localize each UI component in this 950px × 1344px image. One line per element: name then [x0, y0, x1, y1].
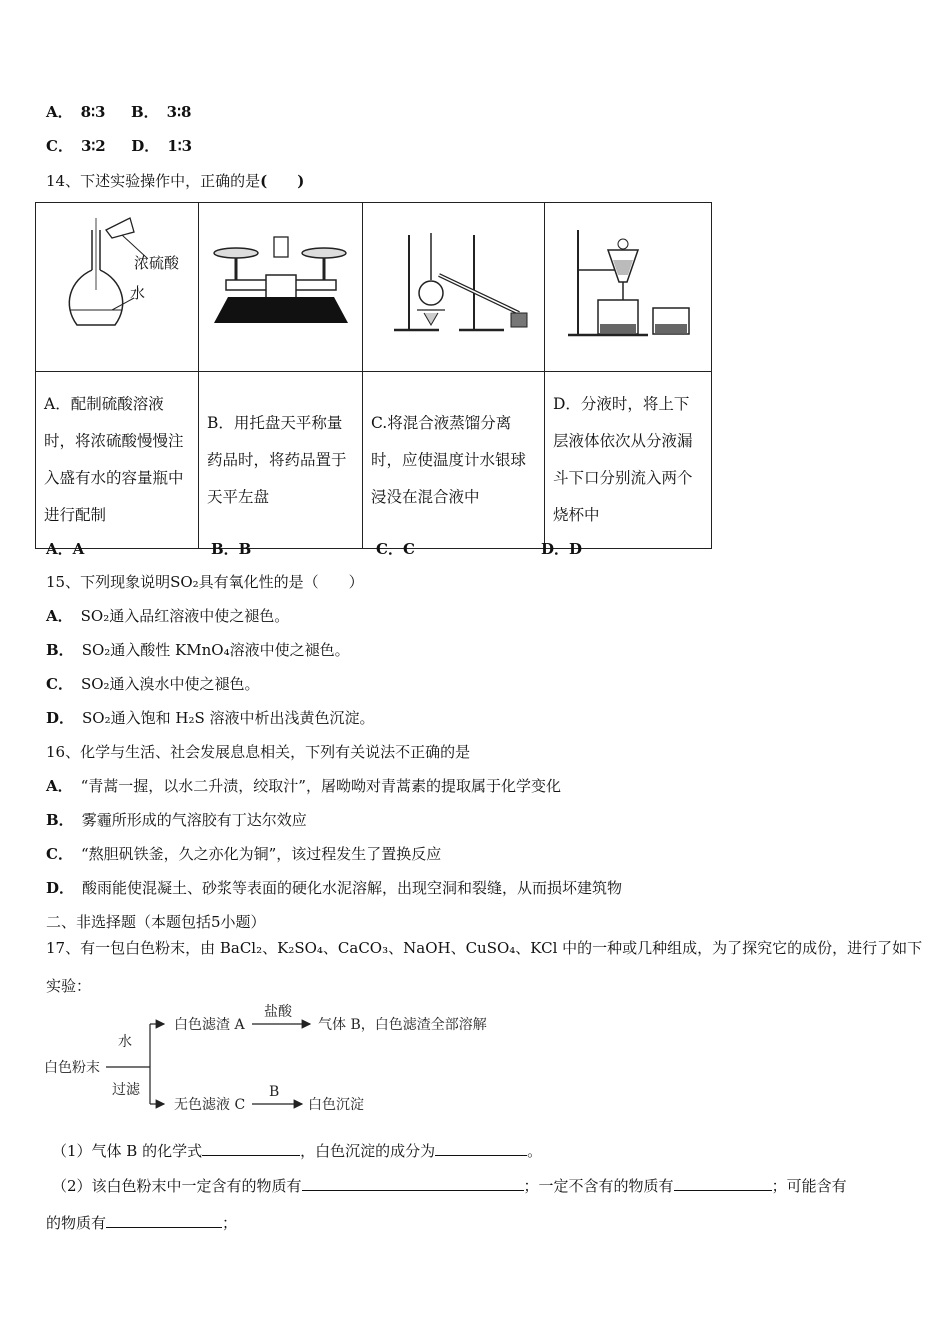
q14-stem-text: 14、下述实验操作中，正确的是 — [46, 172, 261, 190]
q14-experiment-table — [35, 202, 712, 549]
q15-option-a — [46, 606, 289, 626]
q17-sub2-blank2[interactable] — [674, 1176, 772, 1191]
q13-option-a-text: 8∶3 — [80, 103, 106, 121]
distillation-figure — [369, 225, 539, 345]
q16-option-d-text: 酸雨能使混凝土、砂浆等表面的硬化水泥溶解，出现空洞和裂缝，从而损坏建筑物 — [82, 879, 623, 897]
q16-stem: 16、化学与生活、社会发展息息相关，下列有关说法不正确的是 — [46, 743, 471, 761]
q15-option-b — [46, 640, 350, 660]
q13-option-c-text: 3∶2 — [80, 137, 106, 155]
q14-answer-a: A．A — [46, 540, 85, 558]
q15-stem: 15、下列现象说明SO₂具有氧化性的是（ ） — [46, 573, 364, 591]
q15-option-b-text: SO₂通入酸性 KMnO₄溶液中使之褪色。 — [81, 641, 350, 659]
q14-cell-b: B．用托盘天平称量药品时，将药品置于天平左盘 — [199, 372, 363, 549]
q17-sub2-b: ；一定不含有的物质有 — [523, 1177, 674, 1195]
flow-start: 白色粉末 — [44, 1060, 100, 1076]
q17-flow-diagram — [40, 1000, 520, 1125]
balance-figure — [206, 225, 356, 345]
q17-sub1-a: （1）气体 B 的化学式 — [52, 1142, 203, 1160]
q13-options-row2 — [46, 136, 192, 156]
q14-stem — [46, 171, 304, 191]
q17-sub2-d: 的物质有 — [46, 1214, 107, 1232]
q17-sub2-a: （2）该白色粉末中一定含有的物质有 — [52, 1177, 302, 1195]
q17-sub2 — [52, 1176, 847, 1196]
q13-options-row1 — [46, 102, 191, 122]
q14-answer-d: D．D — [541, 540, 583, 558]
label-concentrated-acid: 浓硫酸 — [134, 254, 180, 272]
q15-option-b-label: B． — [46, 641, 74, 659]
q16-option-d — [46, 878, 622, 898]
q13-option-b-text: 3∶8 — [166, 103, 192, 121]
q14-cell-c: C.将混合液蒸馏分离时，应使温度计水银球浸没在混合液中 — [363, 372, 545, 549]
flow-water: 水 — [118, 1034, 132, 1050]
section2-title: 二、非选择题（本题包括5小题） — [46, 913, 266, 931]
flow-filtrate-result: 白色沉淀 — [308, 1097, 364, 1113]
q16-option-b-text: 雾霾所形成的气溶胶有丁达尔效应 — [81, 811, 307, 829]
q17-sub2-blank1[interactable] — [302, 1176, 524, 1191]
q14-paren: ( ) — [260, 172, 305, 190]
q13-option-d-text: 1∶3 — [167, 137, 193, 155]
q13-option-a-label: A． — [46, 103, 73, 121]
q13-option-b-label: B． — [130, 103, 159, 121]
q16-option-b-label: B． — [46, 811, 74, 829]
flow-residue-result: 气体 B，白色滤渣全部溶解 — [318, 1017, 487, 1033]
q13-option-d-label: D． — [131, 137, 160, 155]
q17-sub1-b: ，白色沉淀的成分为 — [300, 1142, 436, 1160]
q17-sub1-blank1[interactable] — [202, 1141, 300, 1156]
separatory-funnel-figure — [553, 220, 703, 350]
q13-option-c-label: C． — [46, 137, 73, 155]
q14-cell-a: A．配制硫酸溶液时，将浓硫酸慢慢注入盛有水的容量瓶中进行配制 — [36, 372, 199, 549]
volumetric-flask-figure — [42, 210, 192, 360]
q14-answer-c: C．C — [376, 540, 415, 558]
q16-option-a-text: “青蒿一握，以水二升渍，绞取汁”，屠呦呦对青蒿素的提取属于化学变化 — [80, 777, 561, 795]
q14-figure-a — [36, 203, 199, 372]
q15-option-d — [46, 708, 375, 728]
q14-cell-d: D．分液时，将上下层液体依次从分液漏斗下口分别流入两个烧杯中 — [545, 372, 712, 549]
q17-sub1-c: 。 — [527, 1142, 543, 1160]
q14-figure-d — [545, 203, 712, 372]
flow-acid: 盐酸 — [264, 1004, 292, 1020]
q16-option-d-label: D． — [46, 879, 75, 897]
q16-option-c-text: “熬胆矾铁釜，久之亦化为铜”，该过程发生了置换反应 — [80, 845, 442, 863]
q17-stem-line2: 实验： — [46, 977, 92, 995]
q14-figure-b — [199, 203, 363, 372]
q15-option-c-label: C． — [46, 675, 73, 693]
q17-stem-line1: 17、有一包白色粉末，由 BaCl₂、K₂SO₄、CaCO₃、NaOH、CuSO₄、KCl 中的一种或几种组成，为了探究它的成份，进行了如下 — [46, 939, 923, 957]
q15-option-a-text: SO₂通入品红溶液中使之褪色。 — [80, 607, 290, 625]
q16-option-a-label: A． — [46, 777, 73, 795]
q15-option-c — [46, 674, 260, 694]
flow-reagent: B — [269, 1084, 280, 1100]
q17-sub1 — [52, 1141, 542, 1161]
q14-figure-c — [363, 203, 545, 372]
q16-option-b — [46, 810, 307, 830]
q15-option-d-label: D． — [46, 709, 75, 727]
q16-option-c-label: C． — [46, 845, 73, 863]
q17-sub2-c: ；可能含有 — [771, 1177, 847, 1195]
q17-sub2-blank3[interactable] — [106, 1213, 222, 1228]
q14-answer-b: B．B — [211, 540, 252, 558]
q15-option-a-label: A． — [46, 607, 73, 625]
q17-sub2-cont — [46, 1213, 237, 1233]
q17-sub1-blank2[interactable] — [435, 1141, 527, 1156]
label-water: 水 — [130, 284, 146, 302]
q17-sub2-e: ； — [222, 1214, 238, 1232]
flow-filter: 过滤 — [112, 1082, 140, 1098]
q16-option-c — [46, 844, 441, 864]
q15-option-d-text: SO₂通入饱和 H₂S 溶液中析出浅黄色沉淀。 — [82, 709, 375, 727]
flow-residue: 白色滤渣 A — [174, 1017, 245, 1033]
flow-filtrate: 无色滤液 C — [174, 1097, 246, 1113]
q16-option-a — [46, 776, 561, 796]
q15-option-c-text: SO₂通入溴水中使之褪色。 — [80, 675, 260, 693]
